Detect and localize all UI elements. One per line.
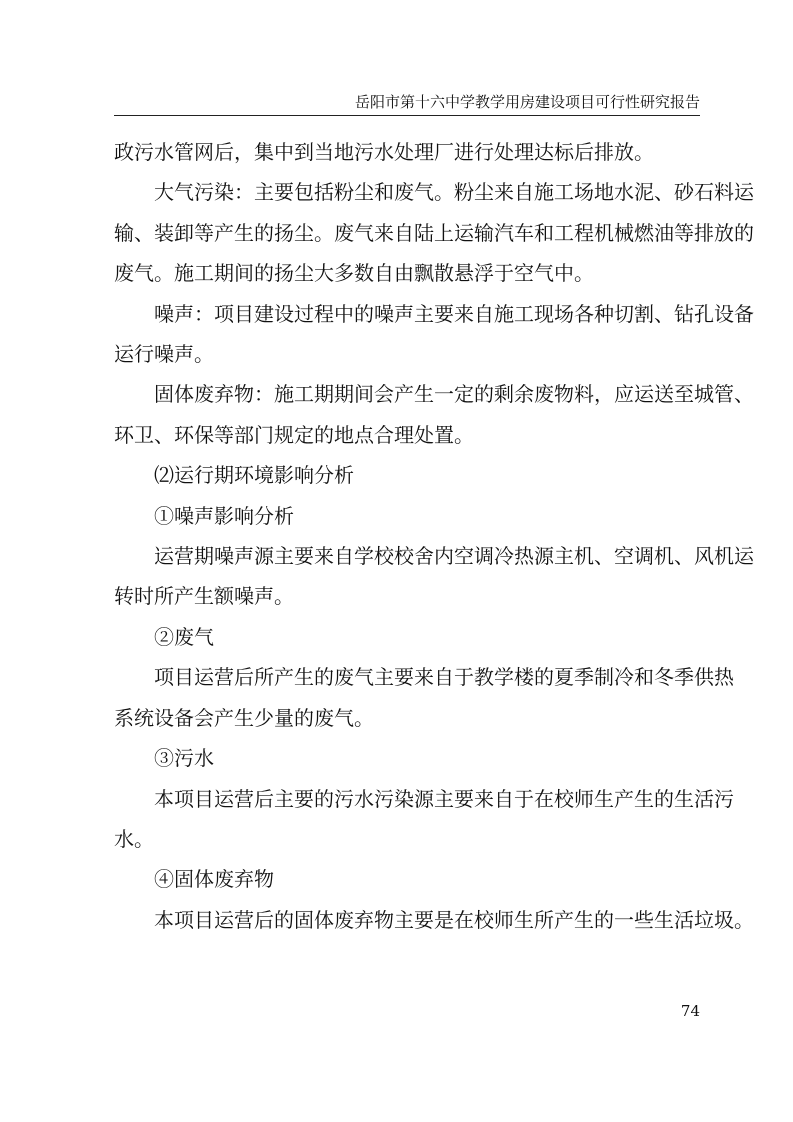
running-header: 岳阳市第十六中学教学用房建设项目可行性研究报告 [354, 93, 700, 111]
page-number: 74 [680, 1002, 700, 1020]
text-line: 项目运营后所产生的废气主要来自于教学楼的夏季制冷和冬季供热 [154, 665, 734, 690]
text-line: 运营期噪声源主要来自学校校舍内空调冷热源主机、空调机、风机运 [154, 544, 754, 569]
text-line: 噪声：项目建设过程中的噪声主要来自施工现场各种切割、钻孔设备 [154, 301, 754, 326]
section-heading: ⑵运行期环境影响分析 [154, 463, 354, 488]
subsection-heading: ④固体废弃物 [154, 867, 274, 892]
text-line: 转时所产生额噪声。 [114, 584, 294, 609]
text-line: 固体废弃物：施工期期间会产生一定的剩余废物料，应运送至城管、 [154, 382, 754, 407]
text-line: 运行噪声。 [114, 342, 214, 367]
body-text [114, 132, 754, 940]
text-line: 水。 [114, 826, 154, 851]
text-line: 输、装卸等产生的扬尘。废气来自陆上运输汽车和工程机械燃油等排放的 [114, 220, 754, 245]
subsection-heading: ③污水 [154, 746, 214, 771]
subsection-heading: ①噪声影响分析 [154, 503, 294, 528]
header-rule [114, 115, 700, 116]
text-line: 政污水管网后，集中到当地污水处理厂进行处理达标后排放。 [114, 140, 654, 164]
text-line: 环卫、环保等部门规定的地点合理处置。 [114, 422, 474, 447]
text-line: 废气。施工期间的扬尘大多数自由飘散悬浮于空气中。 [114, 261, 594, 286]
text-line: 大气污染：主要包括粉尘和废气。粉尘来自施工场地水泥、砂石料运 [154, 180, 754, 205]
text-line: 本项目运营后主要的污水污染源主要来自于在校师生产生的生活污 [154, 786, 734, 811]
text-line: 系统设备会产生少量的废气。 [114, 705, 374, 730]
subsection-heading: ②废气 [154, 624, 214, 649]
text-line: 本项目运营后的固体废弃物主要是在校师生所产生的一些生活垃圾。 [154, 907, 754, 932]
